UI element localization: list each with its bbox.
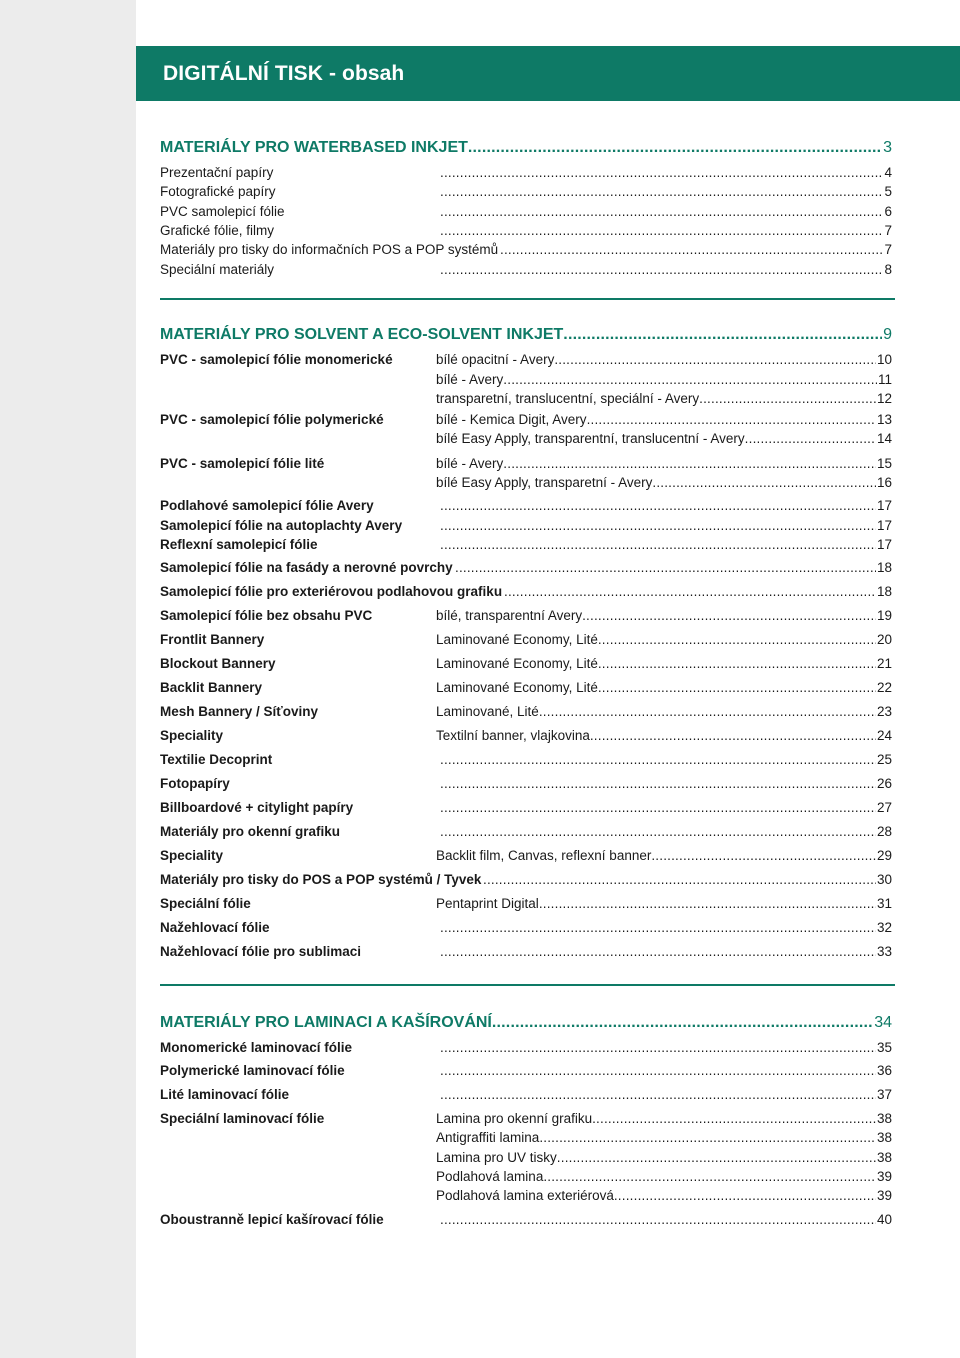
- toc-entry-label: Lité laminovací fólie: [160, 1087, 290, 1102]
- dot-leader: [440, 1210, 876, 1229]
- toc-entry-leader-group: [436, 1167, 892, 1186]
- toc-entry-subtitle: bílé - Avery: [436, 372, 504, 387]
- dot-leader: [563, 324, 882, 346]
- toc-entry-label: Materiály pro tisky do POS a POP systémů / Tyvek: [160, 872, 482, 887]
- toc-entry-subtitle: bílé Easy Apply, transparetní - Avery: [436, 475, 653, 490]
- dot-leader: [590, 726, 876, 745]
- toc-entry-subtitle: bílé Easy Apply, transparentní, translucentní - Avery: [436, 431, 745, 446]
- toc-entry-subtitle: bílé, transparentní Avery: [436, 608, 583, 623]
- toc-entry-label: PVC - samolepicí fólie lité: [160, 456, 325, 471]
- toc-entry-page: 5: [884, 184, 892, 199]
- toc-entry-subtitle: transparetní, translucentní, speciální - Avery: [436, 391, 700, 406]
- toc-entry: [160, 496, 892, 515]
- dot-leader: [554, 350, 876, 369]
- toc-entry-leader-group: [436, 894, 892, 913]
- toc-entry-label: Blockout Bannery: [160, 656, 276, 671]
- toc-entry-leader-group: [436, 429, 892, 448]
- toc-entry-page: 38: [876, 1150, 892, 1165]
- toc-entry-leader-group: [440, 798, 892, 817]
- toc-entry-page: 39: [876, 1169, 892, 1184]
- section-heading-lamination: [160, 1012, 892, 1034]
- dot-leader: [504, 582, 876, 601]
- dot-leader: [483, 870, 876, 889]
- section-heading-page: 9: [883, 326, 892, 343]
- dot-leader: [468, 137, 882, 159]
- toc-entry-label: Nažehlovací fólie: [160, 920, 270, 935]
- dot-leader: [587, 410, 876, 429]
- toc-entry: [160, 516, 892, 535]
- toc-entry-subtitle: Pentaprint Digital: [436, 896, 539, 911]
- dot-leader: [440, 1061, 876, 1080]
- toc-entry-label: Speciální materiály: [160, 262, 275, 277]
- toc-entry-label: Prezentační papíry: [160, 165, 274, 180]
- toc-entry-label: Billboardové + citylight papíry: [160, 800, 354, 815]
- toc-entry-page: 14: [876, 431, 892, 446]
- section-heading-page: 3: [883, 139, 892, 156]
- toc-entry-label: PVC - samolepicí fólie polymerické: [160, 412, 384, 427]
- toc-entry: [160, 702, 892, 721]
- dot-leader: [503, 370, 877, 389]
- toc-entry-page: 35: [876, 1040, 892, 1055]
- toc-entry-leader-group: [436, 454, 892, 473]
- dot-leader: [440, 535, 876, 554]
- dot-leader: [539, 1128, 876, 1147]
- toc-entry-label: Mesh Bannery / Síťoviny: [160, 704, 319, 719]
- toc-entry-page: 25: [876, 752, 892, 767]
- toc-entry-page: 40: [876, 1212, 892, 1227]
- toc-entry-subtitle: Laminované, Lité: [436, 704, 539, 719]
- toc-entry-page: 33: [876, 944, 892, 959]
- toc-entry-leader-group: [440, 163, 892, 182]
- toc-entry-leader-group: [440, 202, 892, 221]
- toc-entry: [160, 726, 892, 745]
- dot-leader: [440, 221, 883, 240]
- toc-entry-leader-group: [440, 260, 892, 279]
- toc-entry-page: 8: [884, 262, 892, 277]
- toc-entry-leader-group: [436, 630, 892, 649]
- toc-entry: [160, 822, 892, 841]
- toc-entry: [160, 798, 892, 817]
- section-heading-waterbased: [160, 137, 892, 159]
- toc-entry-subtitle: Lamina pro UV tisky: [436, 1150, 557, 1165]
- toc-entry-page: 12: [876, 391, 892, 406]
- toc-entry: [160, 1085, 892, 1104]
- toc-entry-subtitle: Backlit film, Canvas, reflexní banner: [436, 848, 652, 863]
- dot-leader: [440, 942, 876, 961]
- toc-entry-label: PVC - samolepicí fólie monomerické: [160, 352, 393, 367]
- toc-entry-page: 17: [876, 498, 892, 513]
- toc-entry-label: Samolepicí fólie bez obsahu PVC: [160, 608, 373, 623]
- toc-entry-subtitle: Antigraffiti lamina: [436, 1130, 540, 1145]
- toc-entry-leader-group: [440, 822, 892, 841]
- toc-entry-page: 11: [877, 372, 892, 387]
- toc-entry: [160, 870, 892, 889]
- toc-entry-leader-group: [436, 1128, 892, 1147]
- dot-leader: [652, 473, 876, 492]
- dot-leader: [598, 654, 876, 673]
- dot-leader: [598, 630, 876, 649]
- section-heading-label: MATERIÁLY PRO LAMINACI A KAŠÍROVÁNÍ: [160, 1014, 492, 1031]
- toc-entry-subtitle: Podlahová lamina exteriérová: [436, 1188, 614, 1203]
- toc-entry-leader-group: [436, 846, 892, 865]
- toc-entry-label: Speciální fólie: [160, 896, 251, 911]
- toc-entry-label: Materiály pro okenní grafiku: [160, 824, 341, 839]
- toc-entry-leader-group: [440, 750, 892, 769]
- toc-entry: [160, 163, 892, 182]
- dot-leader: [539, 702, 876, 721]
- toc-entry: [160, 606, 892, 625]
- toc-entry-leader-group: [436, 370, 892, 389]
- toc-entry-leader-group: [436, 410, 892, 429]
- toc-entry-page: 16: [876, 475, 892, 490]
- dot-leader: [440, 774, 876, 793]
- toc-entry-leader-group: [440, 1038, 892, 1057]
- toc-entry-page: 38: [876, 1130, 892, 1145]
- toc-entry-subtitle: Laminované Economy, Lité: [436, 632, 598, 647]
- toc-entry-subtitle: bílé - Avery: [436, 456, 504, 471]
- toc-entry-page: 24: [876, 728, 892, 743]
- toc-entry-subtitle: Textilní banner, vlajkovina: [436, 728, 590, 743]
- dot-leader: [557, 1148, 876, 1167]
- toc-entry-page: 10: [876, 352, 892, 367]
- toc-entry-label: Grafické fólie, filmy: [160, 223, 275, 238]
- toc-entry-leader-group: [483, 870, 892, 889]
- toc-entry-leader-group: [440, 918, 892, 937]
- toc-entry-page: 27: [876, 800, 892, 815]
- dot-leader: [440, 1038, 876, 1057]
- toc-entry-page: 21: [876, 656, 892, 671]
- toc-entry-leader-group: [436, 606, 892, 625]
- toc-entry: [160, 894, 892, 913]
- toc-entry-leader-group: [440, 1210, 892, 1229]
- dot-leader: [440, 918, 876, 937]
- toc-entry-leader-group: [440, 535, 892, 554]
- toc-entry-page: 29: [876, 848, 892, 863]
- toc-entry: [160, 202, 892, 221]
- dot-leader: [440, 822, 876, 841]
- toc-entry-leader-group: [436, 1148, 892, 1167]
- toc-entry-page: 6: [884, 204, 892, 219]
- toc-entry-leader-group: [436, 654, 892, 673]
- toc-entry-page: 7: [884, 223, 892, 238]
- toc-entry-leader-group: [440, 221, 892, 240]
- toc-entry-leader-group: [436, 1109, 892, 1128]
- toc-entry-label: Fotografické papíry: [160, 184, 276, 199]
- toc-entry-subtitle: Laminované Economy, Lité: [436, 656, 598, 671]
- toc-entry-leader-group: [440, 774, 892, 793]
- toc-entry: [160, 582, 892, 601]
- toc-entry-label: Nažehlovací fólie pro sublimaci: [160, 944, 362, 959]
- dot-leader: [651, 846, 876, 865]
- toc-entry-leader-group: [440, 182, 892, 201]
- toc-entry-page: 20: [876, 632, 892, 647]
- toc-entry-page: 19: [876, 608, 892, 623]
- toc-entry-leader-group: [436, 1186, 892, 1205]
- toc-entry: [160, 1210, 892, 1229]
- toc-entry-page: 4: [884, 165, 892, 180]
- section-heading-label: MATERIÁLY PRO WATERBASED INKJET: [160, 139, 468, 156]
- section-divider: [160, 984, 895, 986]
- toc-entry-label: PVC samolepicí fólie: [160, 204, 285, 219]
- toc-entry-page: 37: [876, 1087, 892, 1102]
- toc-entry-leader-group: [440, 496, 892, 515]
- dot-leader: [598, 678, 876, 697]
- toc-entry-label: Oboustranně lepicí kašírovací fólie: [160, 1212, 384, 1227]
- toc-entry: [160, 350, 892, 369]
- toc-entry: [160, 473, 892, 492]
- toc-entry-page: 28: [876, 824, 892, 839]
- toc-entry-leader-group: [436, 473, 892, 492]
- dot-leader: [539, 894, 876, 913]
- toc-entry: [160, 182, 892, 201]
- dot-leader: [440, 516, 876, 535]
- toc-entry-leader-group: [440, 516, 892, 535]
- dot-leader: [440, 182, 883, 201]
- toc-entry-page: 17: [876, 537, 892, 552]
- toc-entry-page: 18: [876, 560, 892, 575]
- toc-entry-leader-group: [500, 240, 892, 259]
- toc-entry: [160, 678, 892, 697]
- toc-entry-leader-group: [504, 582, 892, 601]
- dot-leader: [614, 1186, 876, 1205]
- dot-leader: [440, 202, 883, 221]
- dot-leader: [440, 163, 883, 182]
- dot-leader: [582, 606, 876, 625]
- toc-entry-leader-group: [436, 678, 892, 697]
- toc-entry-label: Polymerické laminovací fólie: [160, 1063, 345, 1078]
- toc-entry-label: Frontlit Bannery: [160, 632, 265, 647]
- toc-entry-label: Reflexní samolepicí fólie: [160, 537, 318, 552]
- toc-entry: [160, 260, 892, 279]
- toc-entry-page: 30: [876, 872, 892, 887]
- toc-entry-label: Samolepicí fólie na autoplachty Avery: [160, 518, 403, 533]
- toc-entry-leader-group: [440, 1061, 892, 1080]
- section-heading-label: MATERIÁLY PRO SOLVENT A ECO-SOLVENT INKJET: [160, 326, 564, 343]
- dot-leader: [440, 798, 876, 817]
- toc-entry-page: 31: [876, 896, 892, 911]
- dot-leader: [503, 454, 876, 473]
- toc-entry-page: 13: [876, 412, 892, 427]
- toc-entry-page: 7: [884, 242, 892, 257]
- toc-entry: [160, 429, 892, 448]
- dot-leader: [440, 1085, 876, 1104]
- toc-entry-label: Samolepicí fólie pro exteriérovou podlahovou grafiku: [160, 584, 503, 599]
- toc-entry: [160, 750, 892, 769]
- dot-leader: [492, 1012, 873, 1034]
- toc-entry: [160, 1128, 892, 1147]
- toc-entry: [160, 846, 892, 865]
- toc-entry-page: 22: [876, 680, 892, 695]
- dot-leader: [440, 496, 876, 515]
- toc-entry-page: 39: [876, 1188, 892, 1203]
- toc-entry-page: 36: [876, 1063, 892, 1078]
- toc-entry: [160, 370, 892, 389]
- toc-entry: [160, 654, 892, 673]
- section-heading-solvent: [160, 324, 892, 346]
- toc-entry: [160, 410, 892, 429]
- section-heading-page: 34: [874, 1014, 892, 1031]
- dot-leader: [455, 558, 876, 577]
- toc-entry-label: Samolepicí fólie na fasády a nerovné povrchy: [160, 560, 453, 575]
- toc-entry-subtitle: Laminované Economy, Lité: [436, 680, 598, 695]
- toc-entry-subtitle: bílé - Kemica Digit, Avery: [436, 412, 587, 427]
- toc-entry: [160, 558, 892, 577]
- toc-entry-page: 17: [876, 518, 892, 533]
- toc-entry: [160, 918, 892, 937]
- toc-entry-leader-group: [440, 942, 892, 961]
- toc-entry-leader-group: [440, 1085, 892, 1104]
- toc-entry-label: Podlahové samolepicí fólie Avery: [160, 498, 374, 513]
- toc-entry: [160, 1186, 892, 1205]
- toc-entry-page: 18: [876, 584, 892, 599]
- toc-entry-label: Speciální laminovací fólie: [160, 1111, 325, 1126]
- toc-entry: [160, 1148, 892, 1167]
- dot-leader: [440, 260, 883, 279]
- toc-entry-label: Textilie Decoprint: [160, 752, 273, 767]
- left-margin-bar: [0, 0, 136, 1358]
- toc-entry: [160, 630, 892, 649]
- toc-entry-subtitle: Podlahová lamina: [436, 1169, 544, 1184]
- dot-leader: [699, 389, 876, 408]
- toc-entry-leader-group: [436, 726, 892, 745]
- toc-entry: [160, 774, 892, 793]
- toc-entry-leader-group: [455, 558, 892, 577]
- toc-entry: [160, 240, 892, 259]
- dot-leader: [745, 429, 876, 448]
- toc-entry: [160, 454, 892, 473]
- toc-entry-label: Speciality: [160, 728, 224, 743]
- dot-leader: [500, 240, 883, 259]
- toc-entry-page: 15: [876, 456, 892, 471]
- toc-entry: [160, 942, 892, 961]
- toc-entry-leader-group: [436, 350, 892, 369]
- toc-entry-label: Fotopapíry: [160, 776, 230, 791]
- page-title: DIGITÁLNÍ TISK - obsah: [163, 62, 405, 85]
- toc-entry: [160, 535, 892, 554]
- dot-leader: [592, 1109, 876, 1128]
- toc-entry: [160, 1061, 892, 1080]
- toc-entry: [160, 1038, 892, 1057]
- toc-entry-page: 23: [876, 704, 892, 719]
- toc-entry-subtitle: Lamina pro okenní grafiku: [436, 1111, 593, 1126]
- dot-leader: [440, 750, 876, 769]
- toc-entry-page: 38: [876, 1111, 892, 1126]
- toc-entry-page: 32: [876, 920, 892, 935]
- toc-entry: [160, 389, 892, 408]
- section-divider: [160, 298, 895, 300]
- toc-entry-label: Speciality: [160, 848, 224, 863]
- toc-entry-page: 26: [876, 776, 892, 791]
- toc-entry-label: Materiály pro tisky do informačních POS a POP systémů: [160, 242, 499, 257]
- toc-entry-label: Monomerické laminovací fólie: [160, 1040, 353, 1055]
- toc-entry: [160, 221, 892, 240]
- toc-entry-label: Backlit Bannery: [160, 680, 263, 695]
- toc-entry: [160, 1109, 892, 1128]
- toc-entry-leader-group: [436, 702, 892, 721]
- toc-entry: [160, 1167, 892, 1186]
- toc-entry-subtitle: bílé opacitní - Avery: [436, 352, 555, 367]
- toc-entry-leader-group: [436, 389, 892, 408]
- dot-leader: [543, 1167, 876, 1186]
